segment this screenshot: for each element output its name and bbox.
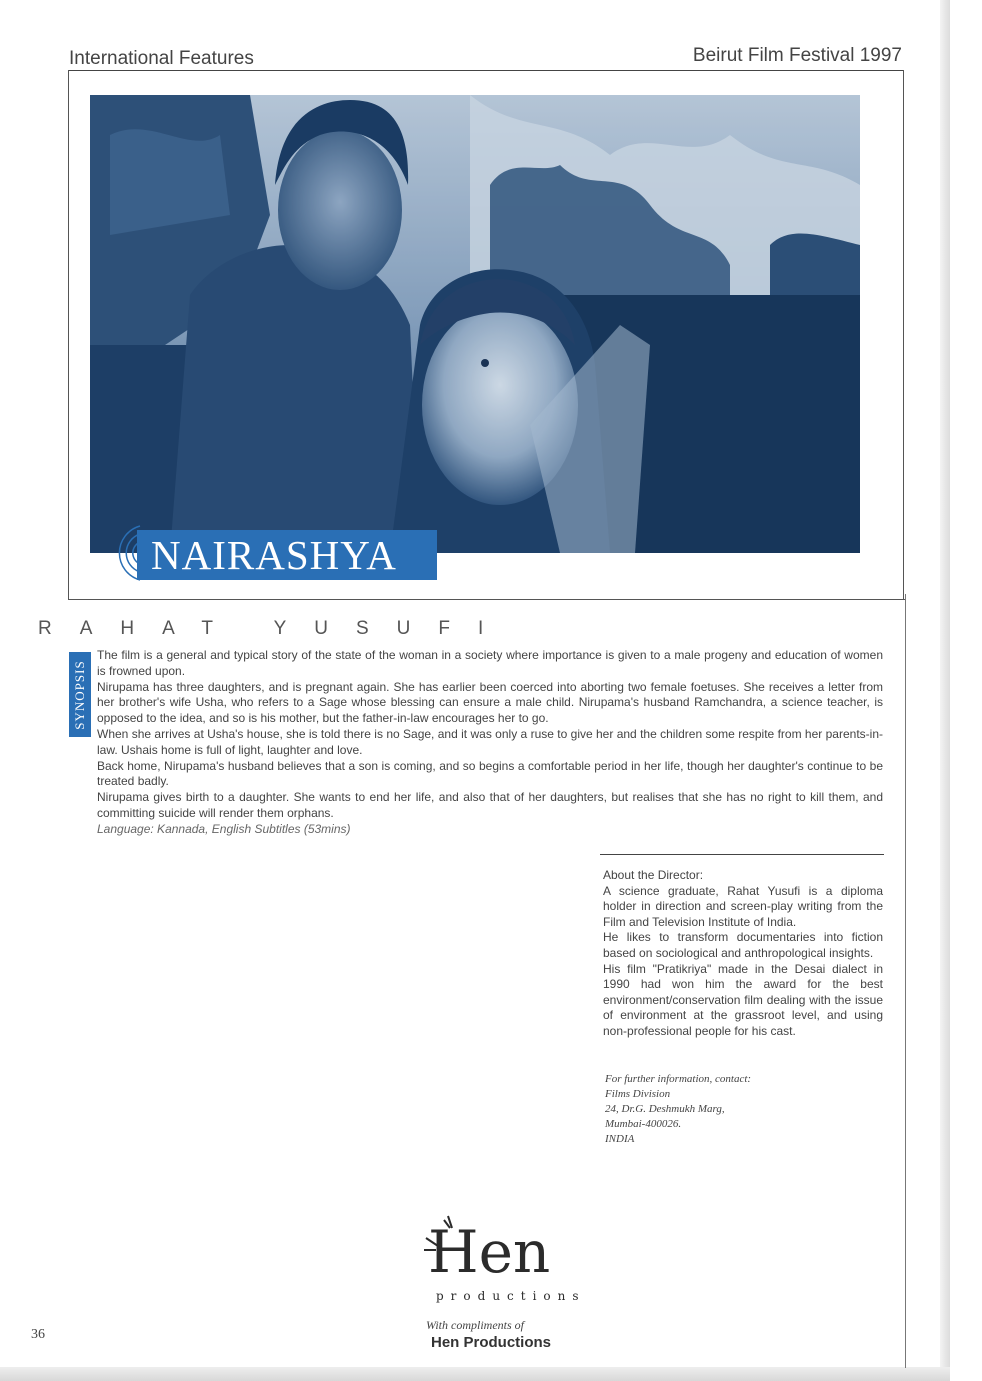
film-title: NAIRASHYA [137,530,437,580]
about-paragraph: A science graduate, Rahat Yusufi is a diploma holder in direction and screen-play writing from the Film and Television Institute of India. [603,883,883,929]
logo-word: Hen [428,1218,551,1286]
compliments-text: With compliments of [426,1318,524,1332]
page-edge-bottom [0,1367,950,1381]
synopsis-label: SYNOPSIS [72,659,87,730]
about-paragraph: His film "Pratikriya" made in the Desai dialect in 1990 had won him the award for the best environment/conservation film dealing with the issue of environment at the grassroot level, and using non-professional people for his cast. [603,961,883,1038]
film-still-photo [90,95,860,553]
page-number: 36 [31,1327,45,1342]
contact-line: Mumbai-400026. [605,1118,682,1130]
synopsis-tab [69,652,91,737]
synopsis-body [97,648,883,838]
synopsis-paragraph: Nirupama gives birth to a daughter. She wants to end her life, and also that of her daughters, but realises that she has no right to kill them, and committing suicide will render them orphans. [97,790,883,820]
language-line: Language: Kannada, English Subtitles (53mins) [97,821,351,836]
synopsis-paragraph: When she arrives at Usha's house, she is told there is no Sage, and it was only a ruse to give her and the children some respite from her parents-in-law. Ushais home is full of light, laughter and love. [97,726,883,757]
sponsor-name: Hen Productions [430,1334,551,1351]
contact-line: INDIA [605,1133,635,1145]
about-paragraph: He likes to transform documentaries into fiction based on sociological and anthropological insights. [603,930,883,960]
contact-info [605,1072,845,1147]
about-heading: About the Director: [603,868,704,882]
contact-line: 24, Dr.G. Deshmukh Marg, [605,1103,725,1115]
synopsis-paragraph: Back home, Nirupama's husband believes that a son is coming, and so begins a comfortable period in her life, though her daughter's continue to be treated badly. [97,758,883,789]
contact-line: Films Division [605,1088,671,1100]
frame-bottom-rule [68,599,906,600]
festival-header: Beirut Film Festival 1997 [692,45,902,66]
page-edge-right [940,0,950,1381]
synopsis-paragraph: The film is a general and typical story of the state of the woman in a society where importance is given to a male progeny and education of women is frowned upon. [97,648,883,678]
logo-sub: productions [436,1289,586,1303]
synopsis-paragraph: Nirupama has three daughters, and is pregnant again. She has earlier been coerced into aborting two female foetuses. She receives a letter from her brother's wife Usha, who refers to a Sage whose blessing can ensure a male child. Nirupama's husband Ramchandra, a science teacher, is opposed to the idea, and so is his mother, but the father-in-law encourages her to go. [97,679,883,726]
frame-right-rule [905,594,906,1368]
director-name: RAHAT YUSUFI [38,618,512,639]
hen-productions-logo [418,1210,586,1310]
about-director [603,868,883,1040]
section-header: International Features [69,48,254,69]
contact-line: For further information, contact: [605,1073,752,1085]
about-rule [600,854,884,855]
